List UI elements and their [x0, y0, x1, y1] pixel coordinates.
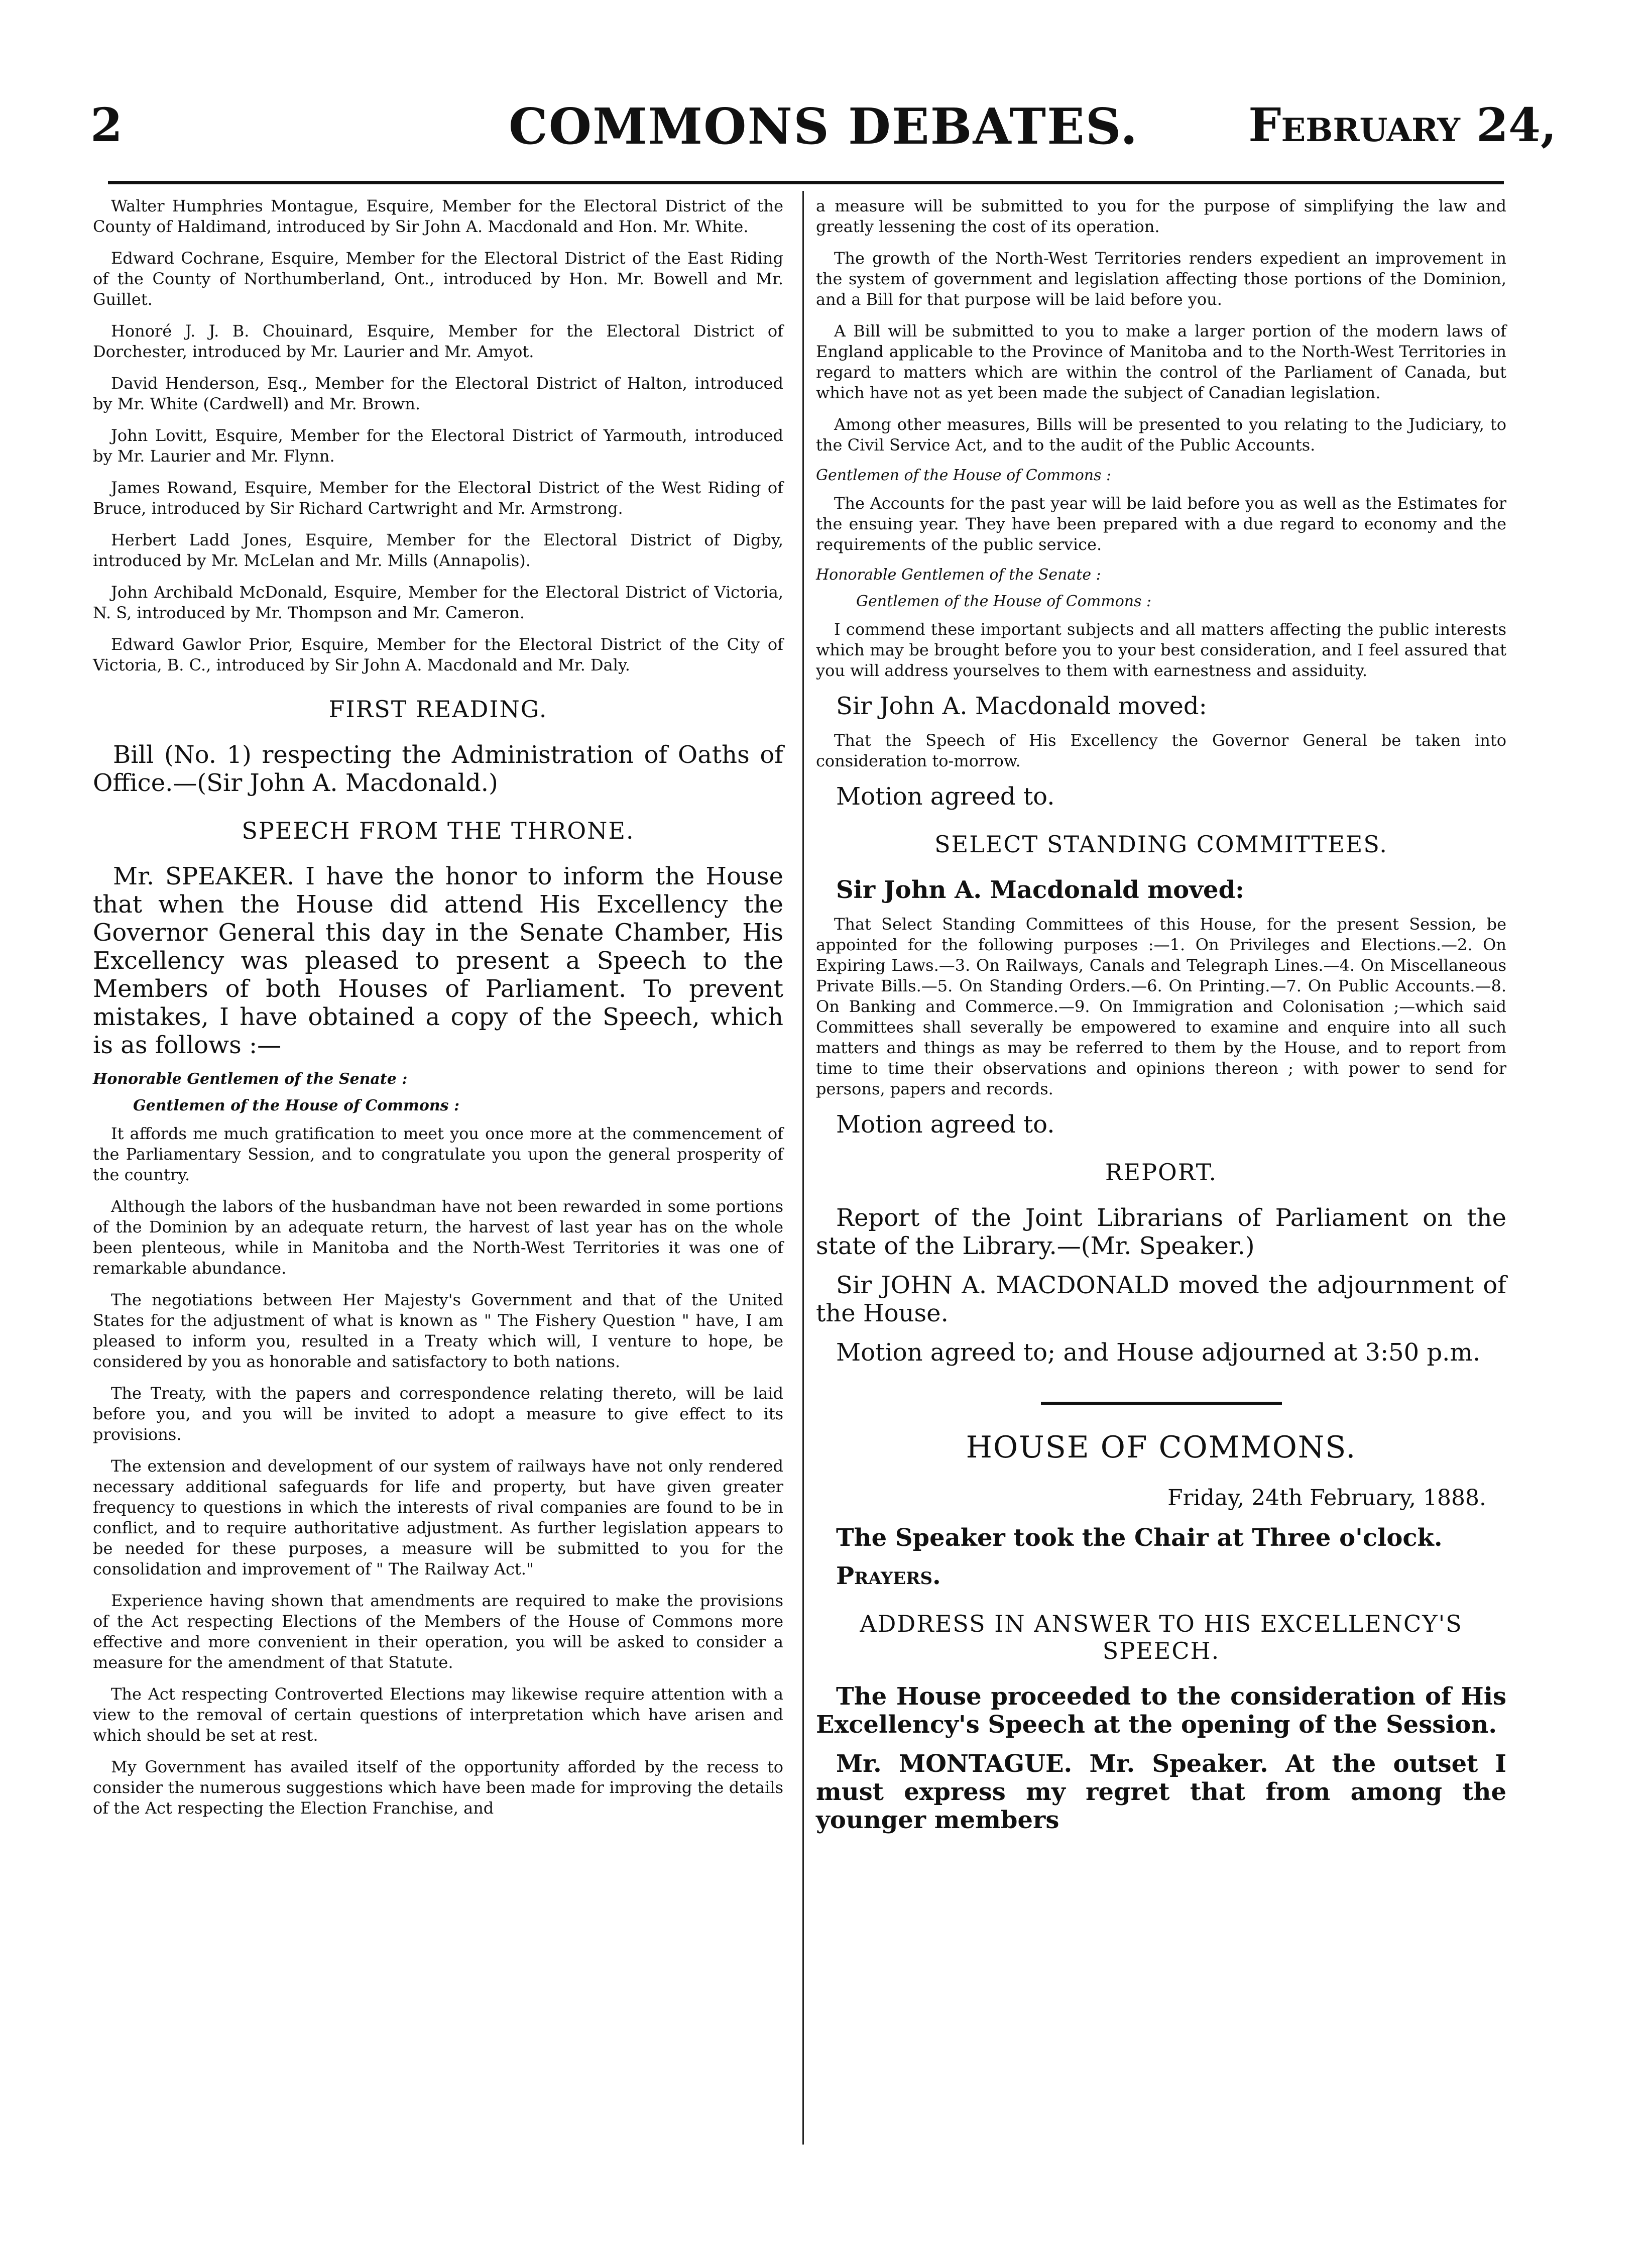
adjournment-result: Motion agreed to; and House adjourned at 3:50 p.m.: [836, 1338, 1481, 1367]
section-rule: [1041, 1402, 1282, 1405]
bill-text: Bill (No. 1) respecting the Administration of Oaths of Office.—(Sir John A. Macdonald.): [93, 741, 783, 797]
report-text: Report of the Joint Librarians of Parliament on the state of the Library.—(Mr. Speaker.): [816, 1204, 1506, 1260]
member-entry: Honoré J. J. B. Chouinard, Esquire, Member for the Electoral District of Dorchester, introduced by Mr. Laurier and Mr. Amyot.: [93, 321, 783, 361]
speech-paragraph: The extension and development of our system of railways have not only rendered necessary additional safeguards for life and property, but have given greater frequency to questions in which the interests of rival companies are found to be in conflict, and to require authoritative adjustment. As further legislation appears to be needed for these purposes, a measure will be submitted to you for the consolidation and improvement of " The Railway Act.": [93, 1456, 783, 1579]
motion-result: Motion agreed to.: [836, 782, 1055, 811]
sitting-date: Friday, 24th February, 1888.: [1167, 1485, 1486, 1511]
motion-result: Motion agreed to.: [836, 1110, 1055, 1139]
address-commons: Gentlemen of the House of Commons :: [133, 1097, 460, 1114]
member-entry: Herbert Ladd Jones, Esquire, Member for the Electoral District of Digby, introduced by Mr. McLelan and Mr. Mills (Annapolis).: [93, 530, 783, 570]
prayers: Prayers.: [836, 1562, 941, 1590]
committees-heading: SELECT STANDING COMMITTEES.: [934, 831, 1388, 858]
speech-paragraph: The Act respecting Controverted Elections may likewise require attention with a view to the removal of certain questions of interpretation which have arisen and which should be set at rest.: [93, 1684, 783, 1745]
member-entry: James Rowand, Esquire, Member for the Electoral District of the West Riding of Bruce, introduced by Sir Richard Cartwright and Mr. Armstrong.: [93, 478, 783, 518]
speech-paragraph: My Government has availed itself of the opportunity afforded by the recess to consider the numerous suggestions which have been made for improving the details of the Act respecting the Election Franchise, and: [93, 1757, 783, 1818]
motion-text: That the Speech of His Excellency the Governor General be taken into consideration to-morrow.: [816, 731, 1506, 770]
address-senate: Honorable Gentlemen of the Senate :: [816, 566, 1101, 584]
speech-paragraph: Experience having shown that amendments are required to make the provisions of the Act respecting Elections of the Members of the House of Commons more effective and more convenient in their operation, you will be asked to consider a measure for the amendment of that Statute.: [93, 1591, 783, 1672]
address-commons: Gentlemen of the House of Commons :: [816, 467, 1112, 484]
header-rule: [108, 181, 1504, 184]
commend-paragraph: I commend these important subjects and all matters affecting the public interests which may be brought before you to your best consideration, and I feel assured that you will address yourselves to them with earnestness and assiduity.: [816, 620, 1506, 680]
speech-paragraph: Although the labors of the husbandman have not been rewarded in some portions of the Dominion by an adequate return, the harvest of last year has on the whole been plenteous, while in Manitoba and the North-West Territories it was one of remarkable abundance.: [93, 1197, 783, 1278]
member-entry: John Lovitt, Esquire, Member for the Electoral District of Yarmouth, introduced by Mr. Laurier and Mr. Flynn.: [93, 426, 783, 466]
address-commons: Gentlemen of the House of Commons :: [856, 593, 1152, 610]
accounts-paragraph: The Accounts for the past year will be laid before you as well as the Estimates for the ensuing year. They have been prepared with a due regard to economy and the requirements of the public service.: [816, 494, 1506, 554]
speech-paragraph: The Treaty, with the papers and correspondence relating thereto, will be laid before you, and you will be invited to adopt a measure to give effect to its provisions.: [93, 1384, 783, 1444]
member-entry: Walter Humphries Montague, Esquire, Member for the Electoral District of the County of Haldimand, introduced by Sir John A. Macdonald and Hon. Mr. White.: [93, 196, 783, 236]
member-entry: Edward Gawlor Prior, Esquire, Member for the Electoral District of the City of Victoria, B. C., introduced by Sir John A. Macdonald and Mr. Daly.: [93, 635, 783, 674]
left-column: [93, 196, 783, 1830]
motion-text: That Select Standing Committees of this House, for the present Session, be appointed for the following purposes :—1. On Privileges and Elections.—2. On Expiring Laws.—3. On Railways, Canals and Telegraph Lines.—4. On Miscellaneous Private Bills.—5. On Standing Orders.—6. On Printing.—7. On Public Accounts.—8. On Banking and Commerce.—9. On Immigration and Colonisation ;—which said Committees shall severally be empowered to examine and enquire into all such matters and things as may be referred to them by the House, and to report from time to time their observations and opinions thereon ; with power to send for persons, papers and records.: [816, 915, 1506, 1098]
first-reading-heading: FIRST READING.: [328, 696, 548, 723]
column-divider: [802, 191, 804, 2145]
member-entry: Edward Cochrane, Esquire, Member for the Electoral District of the East Riding of the County of Northumberland, Ont., introduced by Hon. Mr. Bowell and Mr. Guillet.: [93, 249, 783, 309]
speech-paragraph: The negotiations between Her Majesty's Government and that of the United States for the adjustment of what is known as " The Fishery Question " have, I am pleased to inform you, resulted in a Treaty which will, I venture to hope, be considered by you as honorable and satisfactory to both nations.: [93, 1290, 783, 1371]
journal-title: COMMONS DEBATES.: [508, 98, 1139, 156]
speaker-chair: The Speaker took the Chair at Three o'clock.: [836, 1524, 1443, 1552]
right-column: [816, 196, 1506, 1845]
page-header: [90, 98, 1557, 168]
member-entry: David Henderson, Esq., Member for the Electoral District of Halton, introduced by Mr. White (Cardwell) and Mr. Brown.: [93, 374, 783, 413]
speech-heading: SPEECH FROM THE THRONE.: [242, 817, 635, 844]
motion-mover: Sir John A. Macdonald moved:: [836, 876, 1244, 904]
speech-paragraph: Among other measures, Bills will be presented to you relating to the Judiciary, to the Civil Service Act, and to the audit of the Public Accounts.: [816, 415, 1506, 455]
speaker-intro: Mr. SPEAKER. I have the honor to inform the House that when the House did attend His Excellency the Governor General this day in the Senate Chamber, His Excellency was pleased to present a Speech to the Members of both Houses of Parliament. To prevent mistakes, I have obtained a copy of the Speech, which is as follows :—: [93, 862, 783, 1059]
montague-speech: Mr. MONTAGUE. Mr. Speaker. At the outset I must express my regret that from among the younger members: [816, 1750, 1506, 1834]
page-number: 2: [90, 98, 123, 152]
speech-paragraph: It affords me much gratification to meet you once more at the commencement of the Parliamentary Session, and to congratulate you upon the general prosperity of the country.: [93, 1124, 783, 1184]
house-heading: HOUSE OF COMMONS.: [966, 1430, 1357, 1465]
header-date: February 24,: [1248, 98, 1557, 152]
speech-paragraph: a measure will be submitted to you for the purpose of simplifying the law and greatly lessening the cost of its operation.: [816, 196, 1506, 236]
address-senate: Honorable Gentlemen of the Senate :: [93, 1070, 408, 1088]
motion-mover: Sir John A. Macdonald moved:: [836, 692, 1207, 720]
report-heading: REPORT.: [1105, 1159, 1218, 1186]
speech-paragraph: A Bill will be submitted to you to make a larger portion of the modern laws of England applicable to the Province of Manitoba and to the North-West Territories in regard to matters which are within the control of the Parliament of Canada, but which have not as yet been made the subject of Canadian legislation.: [816, 321, 1506, 402]
adjournment-motion: Sir JOHN A. MACDONALD moved the adjournment of the House.: [816, 1271, 1506, 1327]
speech-paragraph: The growth of the North-West Territories renders expedient an improvement in the system of government and legislation affecting those portions of the Dominion, and a Bill for that purpose will be laid before you.: [816, 249, 1506, 309]
proceeded-text: The House proceeded to the consideration of His Excellency's Speech at the opening of the Session.: [816, 1682, 1506, 1739]
member-entry: John Archibald McDonald, Esquire, Member for the Electoral District of Victoria, N. S, introduced by Mr. Thompson and Mr. Cameron.: [93, 583, 783, 622]
address-heading: ADDRESS IN ANSWER TO HIS EXCELLENCY'S SPEECH.: [860, 1610, 1463, 1664]
